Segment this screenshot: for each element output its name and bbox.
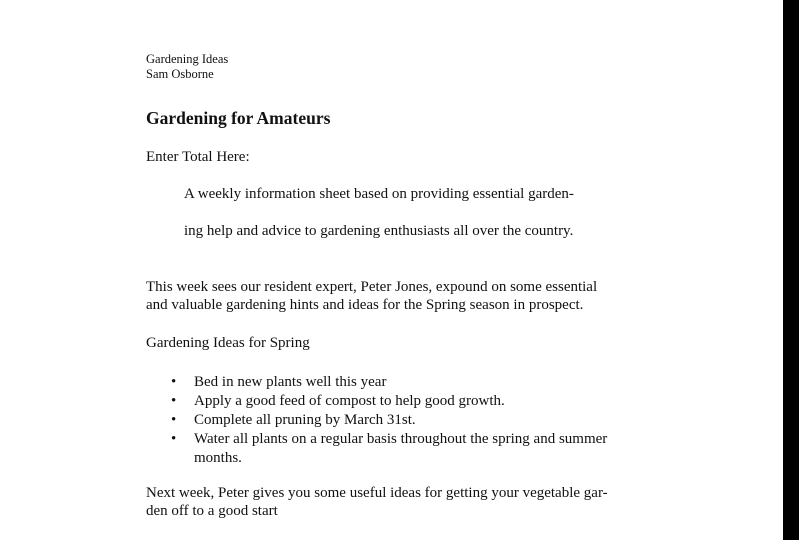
list-item — [146, 430, 607, 468]
clipped-next-line — [238, 536, 638, 540]
summary-line-1: A weekly information sheet based on providing essential garden- — [184, 186, 574, 202]
paragraph-1-line-2: and valuable gardening hints and ideas for the Spring season in prospect. — [146, 297, 584, 313]
window-edge — [783, 0, 799, 540]
bullet-icon: • — [171, 393, 177, 409]
list-item-text: Bed in new plants well this year — [194, 374, 387, 390]
list-item-text: Complete all pruning by March 31st. — [194, 412, 416, 428]
bullet-icon: • — [171, 412, 177, 428]
list-item — [146, 411, 607, 430]
list-item — [146, 392, 607, 411]
header-topic: Gardening Ideas — [146, 52, 229, 66]
list-item-text: Apply a good feed of compost to help good growth. — [194, 393, 505, 409]
bullet-icon: • — [171, 431, 177, 447]
document-title: Gardening for Amateurs — [146, 108, 331, 128]
paragraph-1-line-1: This week sees our resident expert, Peter Jones, expound on some essential — [146, 279, 598, 295]
section-heading: Gardening Ideas for Spring — [146, 335, 310, 351]
list-item-text: Water all plants on a regular basis throughout the spring and summer — [194, 431, 608, 447]
summary-line-2: ing help and advice to gardening enthusiasts all over the country. — [184, 223, 574, 239]
list-item-text-continued: months. — [194, 450, 242, 466]
bullet-icon: • — [171, 374, 177, 390]
document-header — [146, 52, 228, 82]
paragraph-2-line-2: den off to a good start — [146, 503, 278, 519]
spring-ideas-list — [146, 373, 607, 468]
paragraph-2-line-1: Next week, Peter gives you some useful ideas for getting your vegetable gar- — [146, 485, 608, 501]
intro-label: Enter Total Here: — [146, 149, 250, 165]
header-author: Sam Osborne — [146, 67, 214, 81]
list-item — [146, 373, 607, 392]
